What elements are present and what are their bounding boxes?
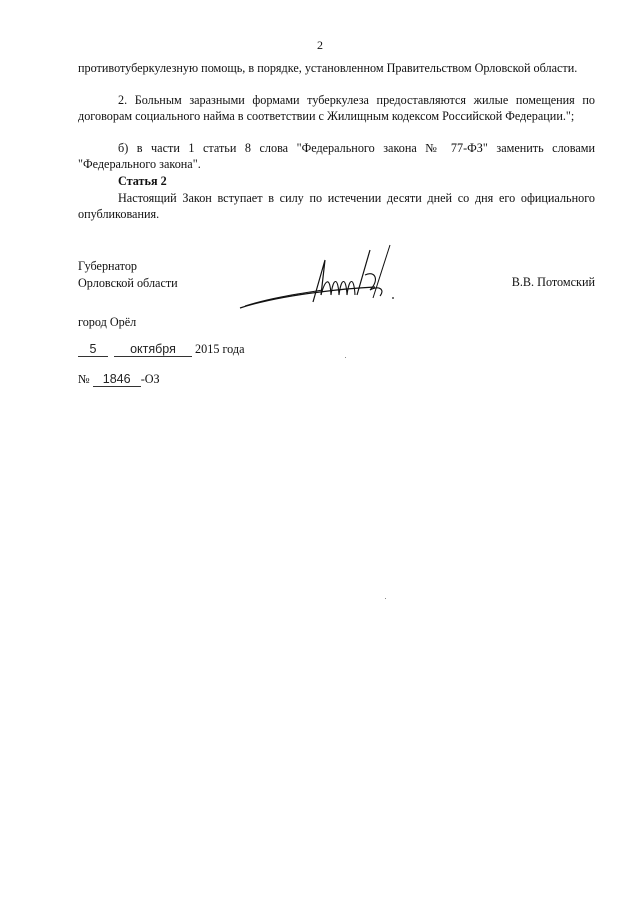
article-text: Настоящий Закон вступает в силу по истечении десяти дней со дня его официального опубликования.: [78, 191, 595, 221]
handwritten-signature: [235, 240, 405, 315]
paragraph-continuation: противотуберкулезную помощь, в порядке, установленном Правительством Орловской области.: [78, 61, 578, 75]
scan-speck: [345, 357, 346, 358]
signatory-name: В.В. Потомский: [511, 275, 595, 289]
signatory-title-line1: Губернатор: [78, 259, 138, 273]
signatory-title: [78, 258, 178, 292]
date-day: 5: [78, 343, 108, 357]
scan-speck: [385, 598, 386, 599]
article-heading: Статья 2: [118, 174, 167, 188]
law-number-suffix: -ОЗ: [140, 372, 160, 386]
signatory-title-line2: Орловской области: [78, 276, 178, 290]
page-number: 2: [317, 38, 323, 52]
paragraph-item-b: б) в части 1 статьи 8 слова "Федерального закона № 77-ФЗ" заменить словами "Федерального закона".: [78, 141, 595, 171]
law-number: [78, 372, 160, 387]
law-number-prefix: №: [78, 372, 90, 386]
paragraph-item-2: 2. Больным заразными формами туберкулеза предоставляются жилые помещения по договорам социального найма в соответствии с Жилищным кодексом Российской Федерации.";: [78, 93, 595, 123]
date-month: октября: [114, 343, 192, 357]
city: город Орёл: [78, 315, 137, 329]
law-number-value: 1846: [93, 373, 141, 387]
date-year: 2015 года: [195, 342, 245, 356]
signing-date: [78, 342, 245, 357]
